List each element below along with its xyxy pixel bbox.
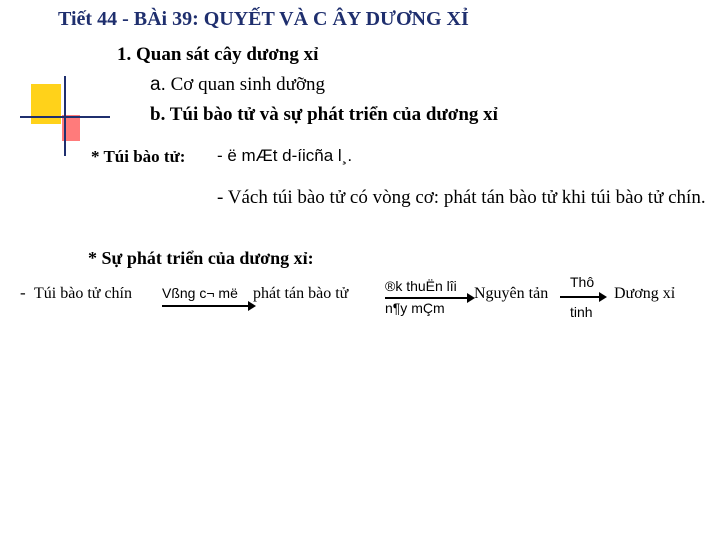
flow-step-prothallus: Nguyên tản xyxy=(474,285,549,302)
flow-arrow-3 xyxy=(560,296,605,298)
flow-arrow3-label-top: Thô xyxy=(570,274,595,290)
flow-arrow1-label: Vßng c¬ më xyxy=(162,285,238,301)
flow-dash: - xyxy=(20,283,26,302)
flow-arrow-2 xyxy=(385,297,473,299)
spore-sac-label: * Túi bào tử: xyxy=(91,147,186,166)
flow-step-fern: Dương xỉ xyxy=(614,285,676,302)
subheading-a-text: Cơ quan sinh dưỡng xyxy=(165,74,326,95)
flow-arrow2-label-top: ®k thuËn lîi xyxy=(385,278,457,294)
spore-sac-wall-text: - Vách túi bào tử có vòng cơ: phát tán bào tử khi túi bào tử chín. xyxy=(217,187,706,208)
development-label: * Sự phát triển của dương xỉ: xyxy=(88,248,314,268)
subheading-a xyxy=(150,74,325,96)
spore-sac-location: - ë mÆt d-íicña l¸. xyxy=(217,146,353,165)
subheading-b: b. Túi bào tử và sự phát triển của dương xỉ xyxy=(150,104,498,125)
flow-arrow3-label-bottom: tinh xyxy=(570,304,593,320)
decorative-horizontal-line xyxy=(20,116,110,118)
decorative-yellow-square xyxy=(31,84,61,124)
section-heading: 1. Quan sát cây dương xỉ xyxy=(117,44,319,65)
flow-step-spore-sac: Túi bào tử chín xyxy=(34,285,132,302)
flow-arrow-1 xyxy=(162,305,254,307)
subheading-a-marker: a. xyxy=(150,74,166,95)
slide-title: Tiết 44 - BÀi 39: QUYẾT VÀ C ÂY DƯƠNG XỈ xyxy=(58,8,469,30)
flow-step-spore-dispersal: phát tán bào tử xyxy=(253,285,349,302)
flow-arrow2-label-bottom: n¶y mÇm xyxy=(385,300,445,316)
